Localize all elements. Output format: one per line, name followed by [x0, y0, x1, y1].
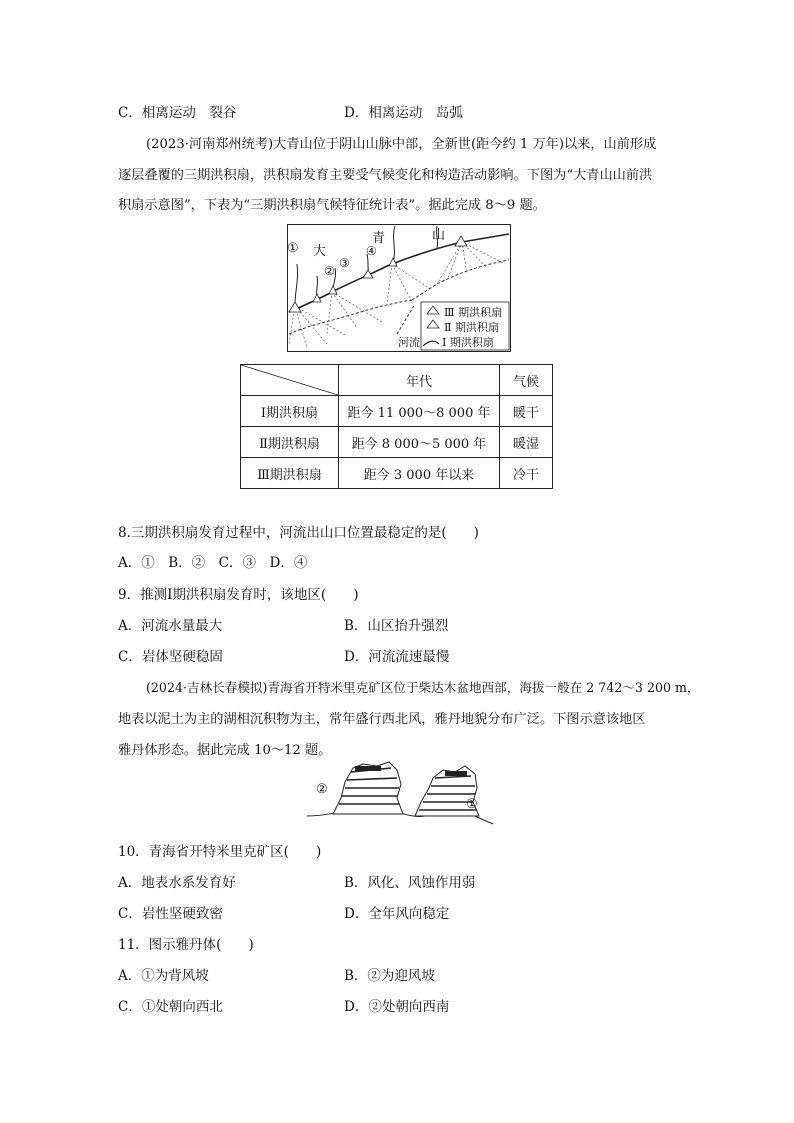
table-row — [241, 396, 553, 427]
map-label-qing: 青 — [372, 231, 386, 246]
q10-option-b: B．风化、风蚀作用弱 — [344, 875, 476, 891]
table-row — [241, 458, 553, 489]
table-cell-climate: 冷干 — [500, 458, 553, 489]
q8-options: A．① B．② C．③ D．④ — [118, 555, 308, 571]
q11-option-c: C．①处朝向西北 — [118, 999, 223, 1015]
q10-option-a: A．地表水系发育好 — [118, 875, 236, 891]
q10-stem: 10．青海省开特米里克矿区( ) — [118, 844, 322, 860]
q11-option-d: D．②处朝向西南 — [344, 999, 450, 1015]
map-outlet-1: ① — [287, 241, 299, 256]
table-cell-name: Ⅱ期洪积扇 — [241, 427, 339, 458]
q7-option-c: C．相离运动 裂谷 — [118, 105, 237, 121]
q9-option-b: B．山区抬升强烈 — [344, 618, 449, 634]
intro2-line1: (2024·吉林长春模拟)青海省开特米里克矿区位于柴达木盆地西部，海拔一般在 2 742～3 200 m， — [146, 680, 700, 695]
table-cell-era: 距今 3 000 年以来 — [339, 458, 500, 489]
map-outlet-4: ④ — [366, 244, 377, 258]
intro1-line2: 逐层叠覆的三期洪积扇，洪积扇发育主要受气候变化和构造活动影响。下图为“大青山山前洪 — [118, 168, 653, 183]
table-corner-cell — [241, 365, 339, 396]
intro1-line1: (2023·河南郑州统考)大青山位于阴山山脉中部，全新世(距今约 1 万年)以来，山前形成 — [146, 137, 657, 152]
q10-option-c: C．岩性坚硬致密 — [118, 906, 223, 922]
q11-stem: 11．图示雅丹体( ) — [118, 937, 254, 953]
yardang-label-1: ① — [466, 797, 478, 812]
q9-option-c: C．岩体坚硬稳固 — [118, 649, 223, 665]
table-cell-climate: 暖湿 — [500, 427, 553, 458]
table-cell-era: 距今 8 000～5 000 年 — [339, 427, 500, 458]
table-row — [241, 427, 553, 458]
table-header-climate: 气候 — [500, 365, 553, 396]
map-label-da: 大 — [313, 244, 327, 259]
table-cell-name: Ⅰ期洪积扇 — [241, 396, 339, 427]
yardang-label-2: ② — [316, 782, 328, 797]
map-label-shan: 山 — [432, 228, 446, 243]
table-cell-era: 距今 11 000～8 000 年 — [339, 396, 500, 427]
q9-option-d: D．河流流速最慢 — [344, 649, 450, 665]
table-header-row — [241, 365, 553, 396]
table-cell-climate: 暖干 — [500, 396, 553, 427]
legend-river: 河流 — [398, 336, 420, 349]
q11-option-b: B．②为迎风坡 — [344, 968, 435, 984]
q9-stem: 9．推测Ⅰ期洪积扇发育时，该地区( ) — [118, 587, 359, 603]
legend-fan-2: Ⅱ 期洪积扇 — [444, 321, 499, 334]
yardang-figure — [305, 758, 495, 828]
legend-fan-3: Ⅲ 期洪积扇 — [444, 306, 503, 319]
q11-option-a: A．①为背风坡 — [118, 968, 209, 984]
climate-table — [240, 364, 553, 489]
intro2-line3: 雅丹体形态。据此完成 10～12 题。 — [118, 743, 332, 758]
q8-stem: 8.三期洪积扇发育过程中，河流出山口位置最稳定的是( ) — [118, 525, 479, 541]
table-header-era: 年代 — [339, 365, 500, 396]
table-cell-name: Ⅲ期洪积扇 — [241, 458, 339, 489]
table-diagonal — [241, 365, 338, 395]
legend-fan-1: Ⅰ 期洪积扇 — [442, 336, 494, 349]
q7-option-d: D．相离运动 岛弧 — [344, 105, 463, 121]
q9-option-a: A．河流水量最大 — [118, 618, 223, 634]
intro2-line2: 地表以泥土为主的湖相沉积物为主，常年盛行西北风，雅丹地貌分布广泛。下图示意该地区 — [118, 712, 646, 727]
map-outlet-3: ③ — [339, 256, 350, 270]
intro1-line3: 积扇示意图”，下表为“三期洪积扇气候特征统计表”。据此完成 8～9 题。 — [118, 198, 546, 213]
q10-option-d: D．全年风向稳定 — [344, 906, 450, 922]
map-outlet-2: ② — [324, 264, 335, 278]
